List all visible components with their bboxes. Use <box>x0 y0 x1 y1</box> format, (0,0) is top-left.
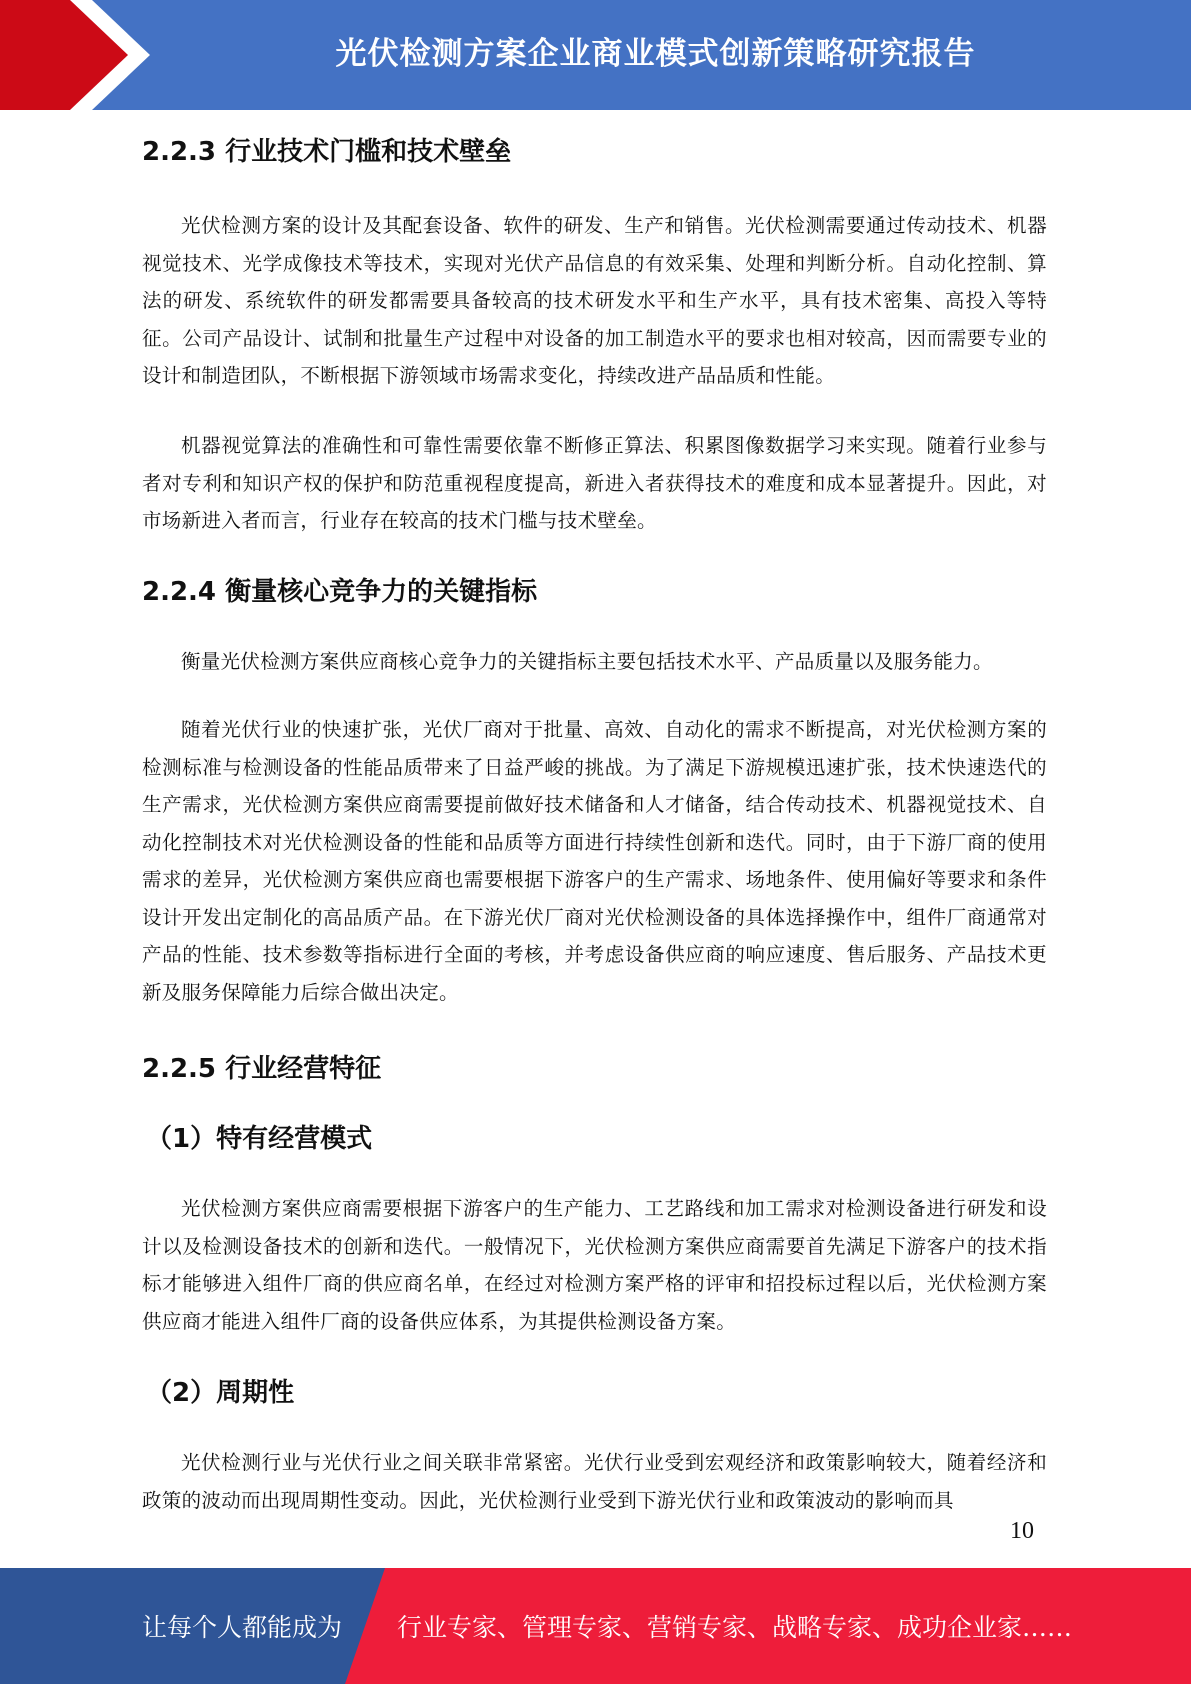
footer-slogan-left: 让每个人都能成为 <box>142 1613 343 1642</box>
page-header <box>0 0 1191 110</box>
footer-slogan-right: 行业专家、管理专家、营销专家、战略专家、成功企业家…… <box>397 1613 1073 1642</box>
page-footer <box>0 1568 1191 1684</box>
paragraph-key-indicators-1: 衡量光伏检测方案供应商核心竞争力的关键指标主要包括技术水平、产品质量以及服务能力。 <box>181 650 993 673</box>
report-title: 光伏检测方案企业商业模式创新策略研究报告 <box>335 35 976 72</box>
subheading-cyclicality: （2）周期性 <box>146 1378 295 1408</box>
paragraph-tech-barrier-2: 机器视觉算法的准确性和可靠性需要依靠不断修正算法、积累图像数据学习来实现。随着行业参与者对专利和知识产权的保护和防范重视程度提高，新进入者获得技术的难度和成本显著提升。因此，对市场新进入者而言，行业存在较高的技术门槛与技术壁垒。 <box>142 434 1047 532</box>
page-number: 10 <box>1010 1518 1034 1544</box>
heading-2-2-4: 2.2.4 衡量核心竞争力的关键指标 <box>142 577 538 607</box>
heading-2-2-5: 2.2.5 行业经营特征 <box>142 1054 382 1084</box>
paragraph-key-indicators-2: 随着光伏行业的快速扩张，光伏厂商对于批量、高效、自动化的需求不断提高，对光伏检测方案的检测标准与检测设备的性能品质带来了日益严峻的挑战。为了满足下游规模迅速扩张，技术快速迭代的生产需求，光伏检测方案供应商需要提前做好技术储备和人才储备，结合传动技术、机器视觉技术、自动化控制技术对光伏检测设备的性能和品质等方面进行持续性创新和迭代。同时，由于下游厂商的使用需求的差异，光伏检测方案供应商也需要根据下游客户的生产需求、场地条件、使用偏好等要求和条件设计开发出定制化的高品质产品。在下游光伏厂商对光伏检测设备的具体选择操作中，组件厂商通常对产品的性能、技术参数等指标进行全面的考核，并考虑设备供应商的响应速度、售后服务、产品技术更新及服务保障能力后综合做出决定。 <box>142 718 1047 1004</box>
paragraph-business-model: 光伏检测方案供应商需要根据下游客户的生产能力、工艺路线和加工需求对检测设备进行研发和设计以及检测设备技术的创新和迭代。一般情况下，光伏检测方案供应商需要首先满足下游客户的技术指标才能够进入组件厂商的供应商名单，在经过对检测方案严格的评审和招投标过程以后，光伏检测方案供应商才能进入组件厂商的设备供应体系，为其提供检测设备方案。 <box>142 1197 1047 1333</box>
paragraph-tech-barrier-1: 光伏检测方案的设计及其配套设备、软件的研发、生产和销售。光伏检测需要通过传动技术、机器视觉技术、光学成像技术等技术，实现对光伏产品信息的有效采集、处理和判断分析。自动化控制、算法的研发、系统软件的研发都需要具备较高的技术研发水平和生产水平，具有技术密集、高投入等特征。公司产品设计、试制和批量生产过程中对设备的加工制造水平的要求也相对较高，因而需要专业的设计和制造团队，不断根据下游领域市场需求变化，持续改进产品品质和性能。 <box>142 214 1047 387</box>
paragraph-cyclicality: 光伏检测行业与光伏行业之间关联非常紧密。光伏行业受到宏观经济和政策影响较大，随着经济和政策的波动而出现周期性变动。因此，光伏检测行业受到下游光伏行业和政策波动的影响而具 <box>142 1451 1047 1512</box>
subheading-business-model: （1）特有经营模式 <box>146 1124 373 1154</box>
heading-2-2-3: 2.2.3 行业技术门槛和技术壁垒 <box>142 137 512 167</box>
